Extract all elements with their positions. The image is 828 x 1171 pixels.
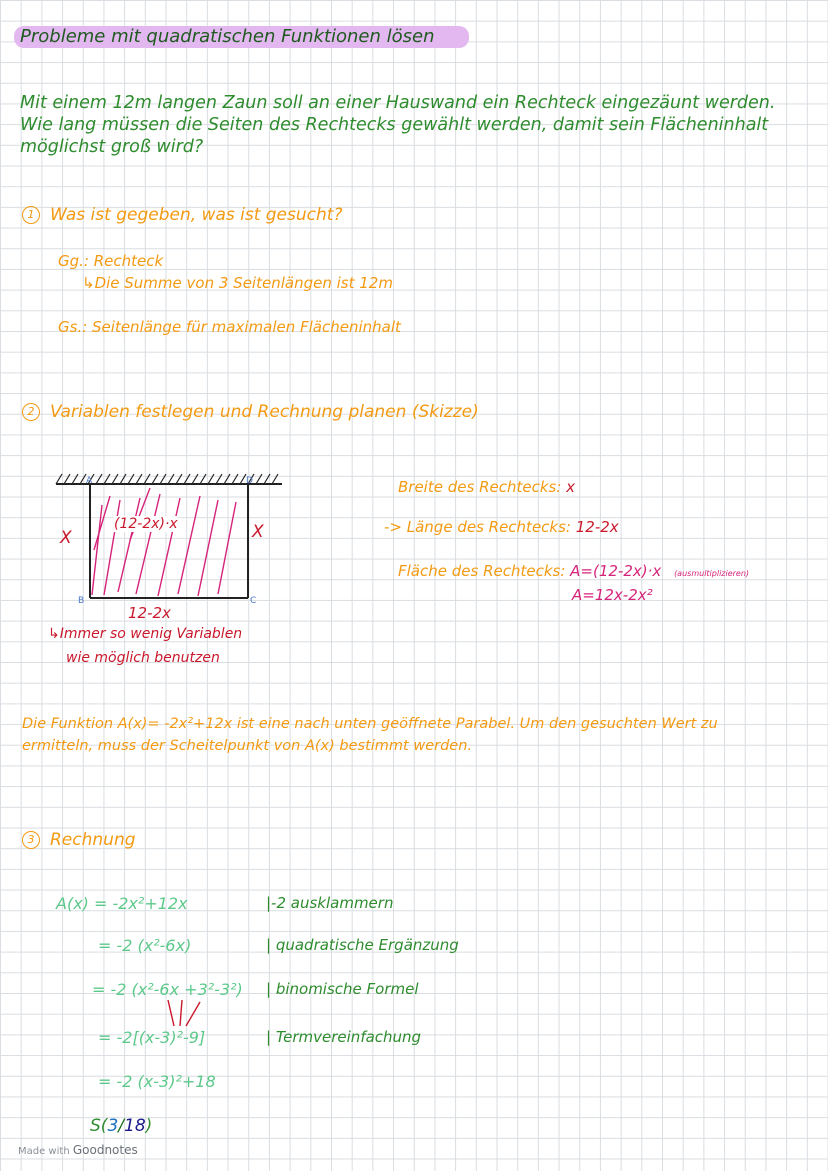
footer-prefix: Made with <box>18 1146 70 1157</box>
given-detail: ↳Die Summe von 3 Seitenlängen ist 12m <box>82 274 393 292</box>
area-value-2: A=12x-2x² <box>572 586 653 604</box>
step3-heading-text: Rechnung <box>50 830 136 850</box>
sketch-area-label: (12-2x)·x <box>114 516 178 532</box>
sketch-note-2: wie möglich benutzen <box>66 650 220 666</box>
step3-heading <box>22 830 136 850</box>
corner-d: D <box>246 476 253 486</box>
conclusion-line-1: Die Funktion A(x)= -2x²+12x ist eine nach unten geöffnete Parabel. Um den gesuchten Wert zu <box>22 716 718 732</box>
length-value: 12-2x <box>575 518 619 536</box>
width-label: Breite des Rechtecks: <box>398 478 562 496</box>
calc-line-2: = -2 (x²-6x) <box>98 936 192 955</box>
problem-text: Mit einem 12m langen Zaun soll an einer Hauswand ein Rechteck eingezäunt werden. Wie lang müssen die Seiten des Rechtecks gewählt werden, damit sein Flächeninhalt möglichst groß wird? <box>20 93 776 157</box>
vertex-separator: / <box>118 1116 124 1136</box>
width-value: x <box>566 478 576 496</box>
step1-heading-text: Was ist gegeben, was ist gesucht? <box>50 205 343 225</box>
corner-b: B <box>78 596 85 606</box>
step1-heading <box>22 205 342 225</box>
vertex-suffix: ) <box>145 1116 153 1136</box>
length-line <box>384 518 619 536</box>
corner-a: A <box>86 476 93 486</box>
step3-number: 3 <box>22 831 40 849</box>
calc-line-5: = -2 (x-3)²+18 <box>98 1072 216 1091</box>
sketch-right-side: X <box>252 522 264 542</box>
vertex-result <box>90 1116 152 1136</box>
given-label: Gg.: Rechteck <box>58 252 164 270</box>
footer-brand: Goodnotes <box>72 1143 138 1157</box>
vertex-x: 3 <box>107 1116 119 1136</box>
calc-line-3: = -2 (x²-6x +3²-3²) <box>92 980 243 999</box>
sketch-left-side: X <box>60 528 72 548</box>
binomial-arrows <box>160 998 210 1030</box>
calc-note-1: |-2 ausklammern <box>266 894 394 912</box>
vertex-y: 18 <box>124 1116 146 1136</box>
page-title: Probleme mit quadratischen Funktionen lösen <box>20 26 435 47</box>
area-label: Fläche des Rechtecks: <box>398 562 566 580</box>
area-value-1: A=(12-2x)·x <box>570 562 662 580</box>
sketch-bottom-side: 12-2x <box>128 604 171 622</box>
vertex-prefix: S( <box>90 1116 108 1136</box>
width-line <box>398 478 575 496</box>
area-hatching <box>92 488 236 596</box>
corner-c: C <box>250 596 257 606</box>
area-line <box>398 562 749 580</box>
step1-number: 1 <box>22 206 40 224</box>
calc-note-4: | Termvereinfachung <box>266 1028 422 1046</box>
calc-note-2: | quadratische Ergänzung <box>266 936 459 954</box>
calc-note-3: | binomische Formel <box>266 980 419 998</box>
step2-heading-text: Variablen festlegen und Rechnung planen (Skizze) <box>50 402 479 422</box>
footer-watermark <box>18 1143 138 1157</box>
step2-number: 2 <box>22 403 40 421</box>
conclusion-line-2: ermitteln, muss der Scheitelpunkt von A(x) bestimmt werden. <box>22 738 472 754</box>
sketch-note-1: ↳Immer so wenig Variablen <box>48 626 243 642</box>
sought-text: Gs.: Seitenlänge für maximalen Flächeninhalt <box>58 318 401 336</box>
area-note: (ausmultiplizieren) <box>674 569 750 578</box>
calc-line-1: A(x) = -2x²+12x <box>56 894 188 913</box>
step2-heading <box>22 402 479 422</box>
calc-line-4: = -2[(x-3)²-9] <box>98 1028 206 1047</box>
length-label: -> Länge des Rechtecks: <box>384 518 571 536</box>
